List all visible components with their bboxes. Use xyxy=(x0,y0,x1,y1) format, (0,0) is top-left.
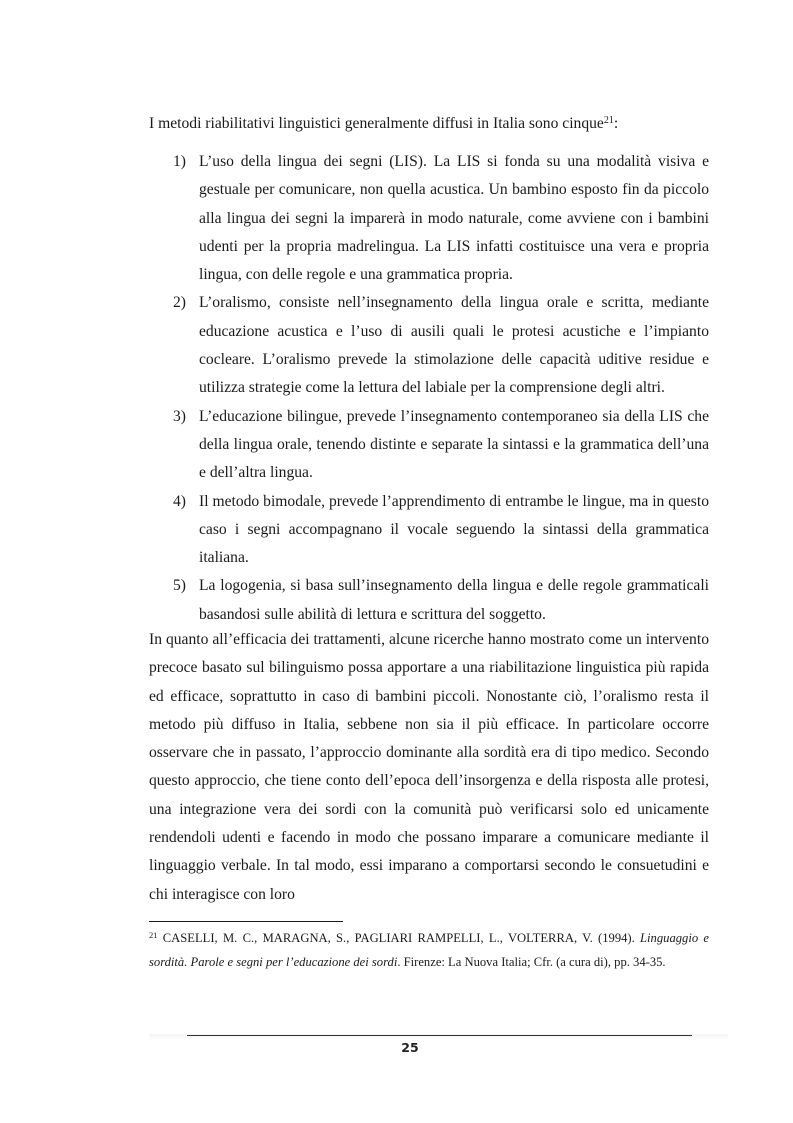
body-paragraph: In quanto all’efficacia dei trattamenti, alcune ricerche hanno mostrato come un intervento precoce basato sul bilinguismo possa apportare a una riabilitazione linguistica più rapida ed efficace, soprattutto in caso di bambini piccoli. Nonostante ciò, l’oralismo resta il metodo più diffuso in Italia, sebbene non sia il più efficace. In particolare occorre osservare che in passato, l’approccio dominante alla sordità era di tipo medico. Secondo questo approccio, che tiene conto dell’epoca dell’insorgenza e della risposta alle protesi, una integrazione vera dei sordi con la comunità può verificarsi solo ed unicamente rendendoli udenti e facendo in modo che possano imparare a comunicare mediante il linguaggio verbale. In tal modo, essi imparano a comportarsi secondo le consuetudini e chi interagisce con loro xyxy=(149,631,709,903)
list-item-number: 5) xyxy=(173,577,186,595)
list-item-text: L’oralismo, consiste nell’insegnamento della lingua orale e scritta, mediante educazione acustica e l’uso di ausili quali le protesi acustiche e l’impianto cocleare. L’oralismo prevede la stimolazione delle capacità uditive residue e utilizza strategie come la lettura del labiale per la comprensione degli altri. xyxy=(199,294,709,397)
list-item xyxy=(149,488,709,573)
list-item-text: L’uso della lingua dei segni (LIS). La LIS si fonda su una modalità visiva e gestuale per comunicare, non quella acustica. Un bambino esposto fin da piccolo alla lingua dei segni la imparerà in modo naturale, come avviene con i bambini udenti per la propria madrelingua. La LIS infatti costituisce una vera e propria lingua, con delle regole e una grammatica propria. xyxy=(199,153,709,284)
list-item-number: 4) xyxy=(173,492,186,510)
list-item xyxy=(149,572,709,629)
footnote-rest: . Firenze: La Nuova Italia; Cfr. (a cura di), pp. 34-35. xyxy=(397,954,666,969)
list-item-number: 3) xyxy=(173,407,186,425)
methods-list xyxy=(149,148,709,629)
intro-suffix: : xyxy=(613,115,619,132)
list-item-text: L’educazione bilingue, prevede l’insegnamento contemporaneo sia della LIS che della lingua orale, tenendo distinte e separate la sintassi e la grammatica dell’una e dell’altra lingua. xyxy=(199,407,709,482)
list-item-text: Il metodo bimodale, prevede l’apprendimento di entrambe le lingue, ma in questo caso i segni accompagnano il vocale seguendo la sintassi della grammatica italiana. xyxy=(199,492,709,567)
list-item-number: 2) xyxy=(173,294,186,312)
footer-divider xyxy=(187,1035,692,1036)
footnote-title: Linguaggio e sordità. Parole e segni per l’educazione dei sordi xyxy=(149,931,709,969)
footnote-number: 21 xyxy=(149,930,158,940)
footnote-separator xyxy=(149,921,343,922)
footnote-authors: CASELLI, M. C., MARAGNA, S., PAGLIARI RAMPELLI, L., VOLTERRA, V. (1994). xyxy=(162,931,635,945)
intro-sentence xyxy=(149,110,709,138)
list-item xyxy=(149,148,709,289)
list-item-text: La logogenia, si basa sull’insegnamento della lingua e delle regole grammaticali basandosi sulle abilità di lettura e scrittura del soggetto. xyxy=(199,577,709,623)
list-item-number: 1) xyxy=(173,153,186,170)
list-item xyxy=(149,289,709,402)
page-number: 25 xyxy=(401,1040,419,1055)
footnote xyxy=(149,927,709,974)
footnote-reference[interactable]: 21 xyxy=(603,115,614,126)
intro-text: I metodi riabilitativi linguistici generalmente diffusi in Italia sono cinque xyxy=(149,115,604,132)
list-item xyxy=(149,403,709,488)
